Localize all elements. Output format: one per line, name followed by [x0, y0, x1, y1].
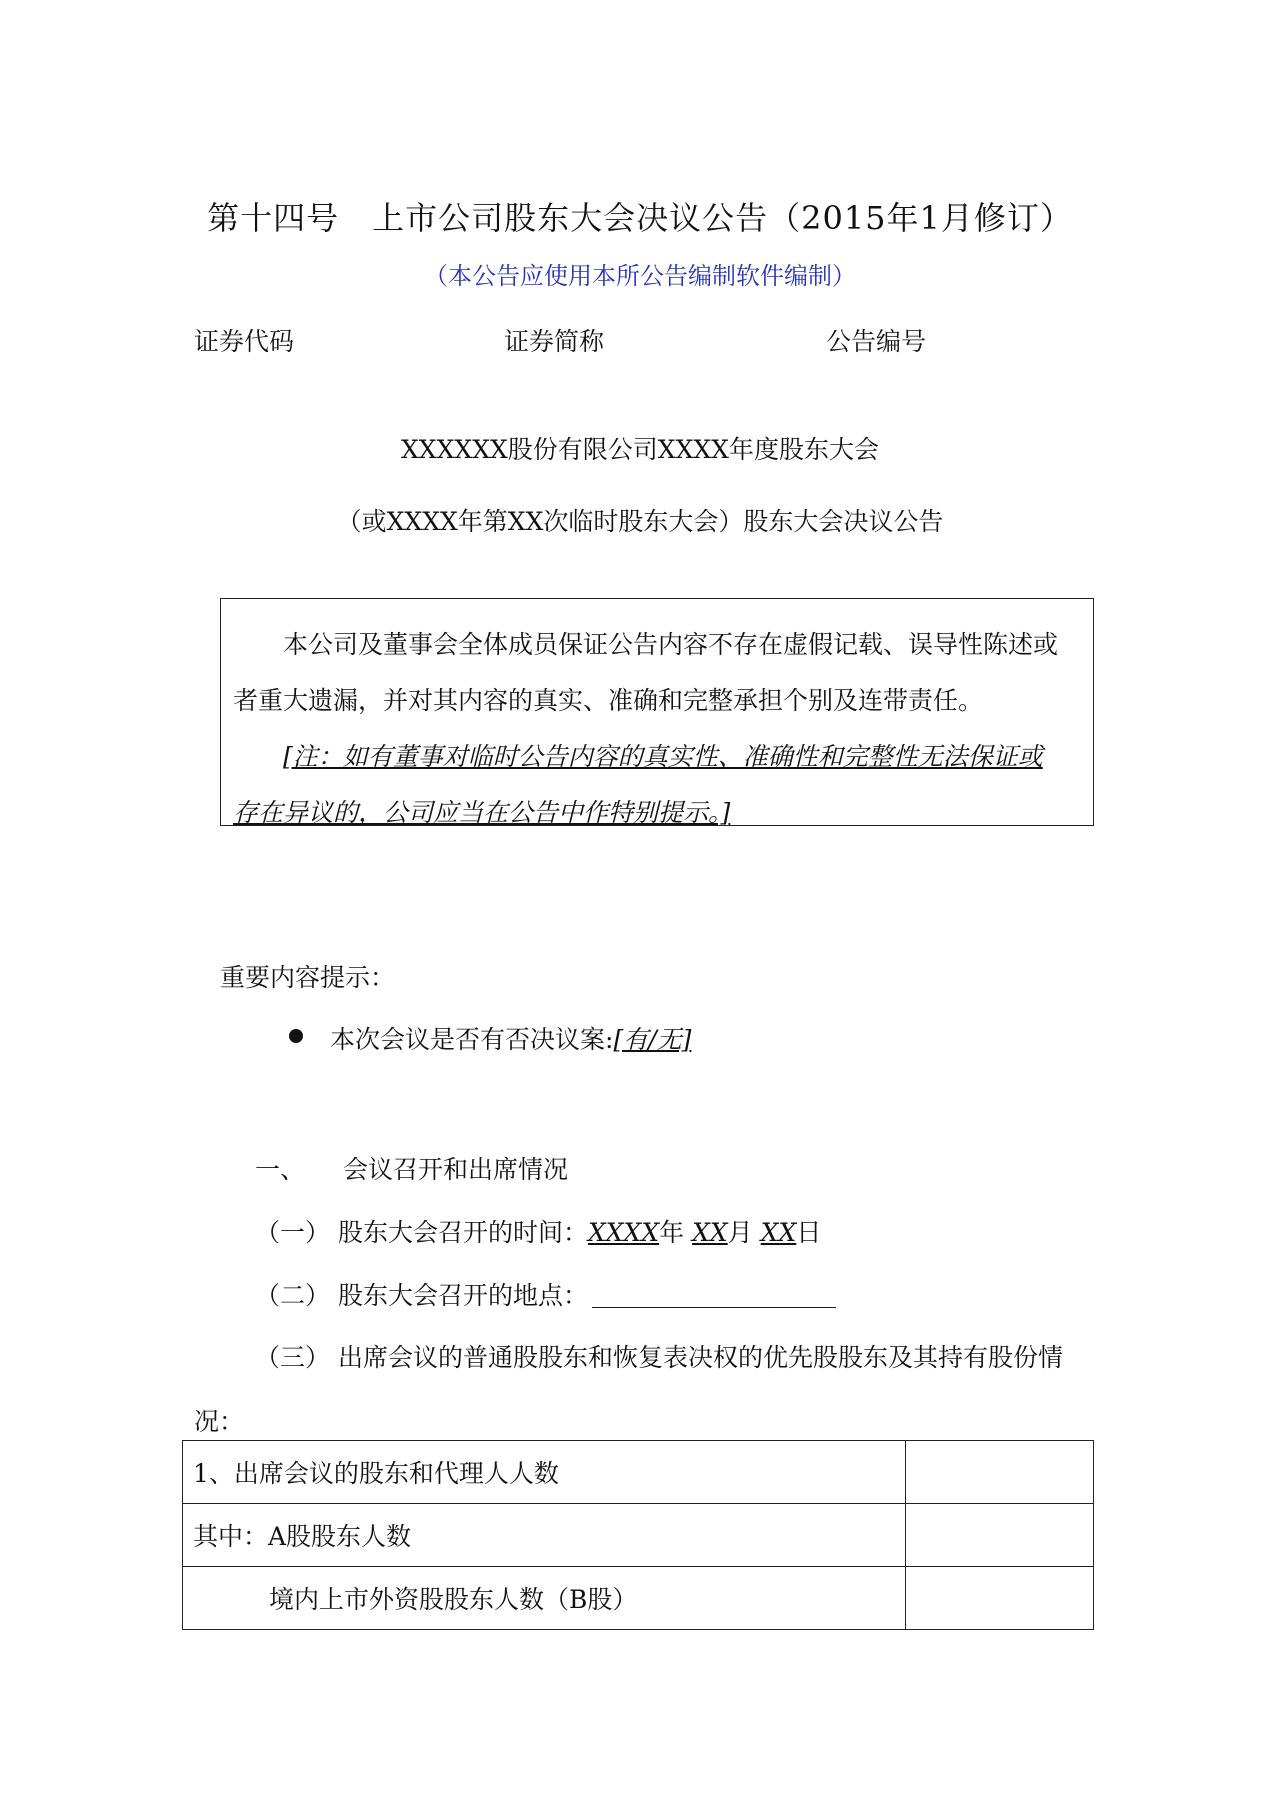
meeting-year-placeholder: XXXX [587, 1218, 660, 1247]
disclaimer-line1: 本公司及董事会全体成员保证公告内容不存在虚假记载、误导性陈述或 [283, 630, 1059, 659]
meeting-place-label: （二） 股东大会召开的地点： [255, 1281, 588, 1310]
disclaimer-line2: 者重大遗漏，并对其内容的真实、准确和完整承担个别及连带责任。 [233, 686, 984, 715]
table-cell-label: 境内上市外资股股东人数（B股） [183, 1567, 906, 1630]
attendance-line2: 况： [194, 1407, 245, 1436]
table-row [183, 1567, 1094, 1630]
document-title: 第十四号 上市公司股东大会决议公告（2015年1月修订） [207, 199, 1073, 237]
table-row [183, 1441, 1094, 1504]
day-unit: 日 [796, 1218, 822, 1247]
attendance-line1: （三） 出席会议的普通股股东和恢复表决权的优先股股东及其持有股份情 [255, 1343, 1063, 1372]
veto-answer-placeholder: [有/无] [613, 1025, 692, 1054]
veto-question [330, 1020, 691, 1056]
security-code-label: 证券代码 [194, 327, 295, 356]
table-cell-value [906, 1567, 1094, 1630]
meeting-day-placeholder: XX [760, 1218, 797, 1247]
table-cell-value [906, 1441, 1094, 1504]
section1-title: 会议召开和出席情况 [343, 1155, 569, 1184]
table-cell-label: 其中：A股股东人数 [183, 1504, 906, 1567]
veto-question-text: 本次会议是否有否决议案: [330, 1025, 614, 1054]
document-subtitle: （本公告应使用本所公告编制软件编制） [424, 262, 856, 290]
disclaimer-box [220, 598, 1094, 826]
month-unit: 月 [727, 1218, 753, 1247]
bullet-icon [289, 1029, 303, 1043]
meeting-place-blank [592, 1306, 836, 1308]
meeting-month-placeholder: XX [692, 1218, 728, 1247]
meeting-time-line [255, 1213, 821, 1249]
meeting-place-line [255, 1276, 836, 1312]
disclaimer-note-line1: [注：如有董事对临时公告内容的真实性、准确性和完整性无法保证或 [283, 742, 1043, 771]
attendance-table [182, 1440, 1094, 1630]
table-row [183, 1504, 1094, 1567]
meeting-time-label: （一） 股东大会召开的时间： [255, 1218, 588, 1247]
announcement-number-label: 公告编号 [826, 327, 927, 356]
year-unit: 年 [659, 1218, 685, 1247]
table-cell-label: 1、出席会议的股东和代理人人数 [183, 1441, 906, 1504]
security-short-name-label: 证券简称 [504, 327, 605, 356]
announcement-heading-line1: XXXXXX股份有限公司XXXX年度股东大会 [401, 435, 879, 464]
table-cell-value [906, 1504, 1094, 1567]
disclaimer-note-line2: 存在异议的，公司应当在公告中作特别提示。] [233, 798, 731, 827]
section1-number: 一、 [255, 1155, 306, 1184]
announcement-heading-line2: （或XXXX年第XX次临时股东大会）股东大会决议公告 [336, 507, 944, 536]
important-tips-label: 重要内容提示： [220, 963, 396, 992]
